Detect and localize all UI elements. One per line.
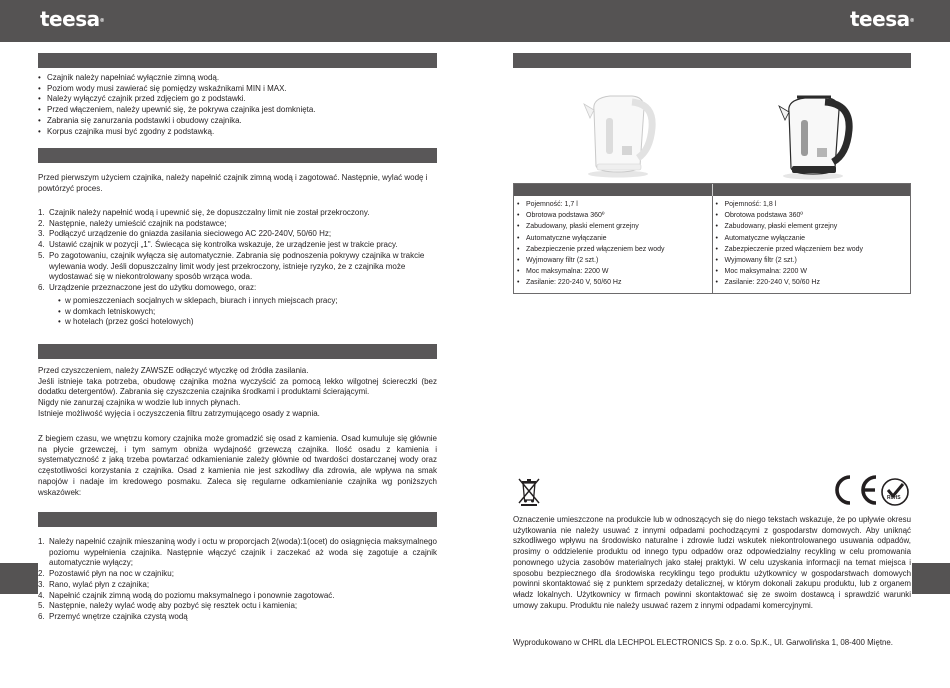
list-item: • Pojemność: 1,7 l — [517, 199, 709, 210]
list-item: • Czajnik należy napełniać wyłącznie zimną wodą. — [38, 73, 438, 84]
list-item: • Zabezpieczenie przed włączeniem bez wody — [716, 244, 908, 255]
list-item: • Obrotowa podstawa 360º — [517, 210, 709, 221]
list-item: • Zabezpieczenie przed włączeniem bez wody — [517, 244, 709, 255]
cleaning-paragraph-2: Z biegiem czasu, we wnętrzu komory czajnika może gromadzić się osad z kamienia. Osad kumuluje się głównie na płycie grzewczej, i tym samym obniża wydajność grzewczą czajnika. Ilość osadu z kamienia i systematyczność z jaką trzeba powtarzać odkamienianie zależy głównie od twardości dostarczanej wody oraz częstotliwości korzystania z czajnika. Osad z kamienia nie jest szkodliwy dla zdrowia, ale wpływa na smak napojów i nadaje im kredowego posmaku. Zaleca się regularne odkamienianie czajnika wg poniższych wskazówek: — [38, 434, 437, 497]
ce-mark-icon — [829, 474, 879, 506]
safety-list — [38, 73, 438, 137]
descaling-steps — [38, 537, 437, 623]
kettle-black-white-image — [775, 90, 855, 180]
list-item: 3. Podłączyć urządzenie do gniazda zasilania sieciowego AC 220-240V, 50/60 Hz; — [38, 229, 332, 239]
list-item: 4. Ustawić czajnik w pozycji „1". Świecąca się kontrolka wskazuje, że urządzenie jest w trakcie pracy. — [38, 240, 398, 250]
spec-column-1 — [514, 196, 713, 293]
list-item: 5. Po zagotowaniu, czajnik wyłącza się automatycznie. Zabrania się podnoszenia pokrywy czajnika w trakcie wylewania wody. Jeśli dopuszczalny limit wody jest przekroczony, istnieje ryzyko, że z czajnika może wydostawać się w niekontrolowany sposób wrząca woda. — [38, 250, 425, 282]
list-item: • w domkach letniskowych; — [58, 307, 438, 318]
top-header-bar — [0, 0, 950, 42]
page-tab-left — [0, 563, 38, 594]
list-item: • Automatyczne wyłączanie — [716, 233, 908, 244]
list-item: 3. Rano, wylać płyn z czajnika; — [38, 579, 150, 589]
list-item: • Należy wyłączyć czajnik przed zdjęciem go z podstawki. — [38, 94, 438, 105]
section-bar-specs — [513, 53, 911, 68]
list-item: • Poziom wody musi zawierać się pomiędzy wskaźnikami MIN i MAX. — [38, 84, 438, 95]
list-item: 6. Przemyć wnętrze czajnika czystą wodą — [38, 611, 188, 621]
spec-table — [513, 183, 911, 294]
list-item: • Automatyczne wyłączanie — [517, 233, 709, 244]
section-bar-cleaning — [38, 344, 437, 359]
list-item: • Zasilanie: 220-240 V, 50/60 Hz — [716, 277, 908, 288]
list-item: • Zabrania się zanurzania podstawki i obudowy czajnika. — [38, 116, 438, 127]
list-item: • Wyjmowany filtr (2 szt.) — [517, 255, 709, 266]
rohs-mark-icon: RoHS — [880, 478, 910, 506]
list-item: • Zabudowany, płaski element grzejny — [716, 221, 908, 232]
list-item: 1. Czajnik należy napełnić wodą i upewnić się, że dopuszczalny limit nie został przekroczony. — [38, 208, 370, 217]
list-item: 5. Następnie, należy wylać wodę aby pozbyć się resztek octu i kamienia; — [38, 601, 298, 611]
section-bar-safety — [38, 53, 437, 68]
list-item: • Zabudowany, płaski element grzejny — [517, 221, 709, 232]
spec-table-header — [514, 184, 910, 196]
brand-logo-right: teesa® — [850, 7, 915, 31]
list-item: • w pomieszczeniach socjalnych w sklepach, biurach i innych miejscach pracy; — [58, 296, 438, 307]
list-item: • Pojemność: 1,8 l — [716, 199, 908, 210]
list-item: 4. Napełnić czajnik zimną wodą do poziomu maksymalnego i ponownie zagotować. — [38, 590, 335, 600]
spec-column-2 — [713, 196, 911, 293]
brand-logo-left: teesa® — [40, 7, 105, 31]
list-item: • Korpus czajnika musi być zgodny z podstawką. — [38, 127, 438, 138]
section-bar-descaling — [38, 512, 437, 527]
list-item: 6. Urządzenie przeznaczone jest do użytku domowego, oraz: — [38, 282, 257, 292]
list-item: • Wyjmowany filtr (2 szt.) — [716, 255, 908, 266]
list-item: • Przed włączeniem, należy upewnić się, że pokrywa czajnika jest domknięta. — [38, 105, 438, 116]
manufacturer-info: Wyprodukowano w CHRL dla LECHPOL ELECTRONICS Sp. z o.o. Sp.K., Ul. Garwolińska 1, 08-400 Miętne. — [513, 638, 894, 647]
list-item: 2. Następnie, należy umieścić czajnik na podstawce; — [38, 218, 227, 228]
usage-intro: Przed pierwszym użyciem czajnika, należy napełnić czajnik zimną wodą i zagotować. Następnie, wylać wodę i powtórzyć proces. — [38, 173, 428, 193]
cleaning-paragraph-1: Przed czyszczeniem, należy ZAWSZE odłączyć wtyczkę od źródła zasilania. Jeśli istnieje taka potrzeba, obudowę czajnika można wyczyścić za pomocą lekko wilgotnej ściereczki (bez dodatku detergentów). Zabrania się czyszczenia czajnika środkami i produktami ścierającymi. Nigdy nie zanurzaj czajnika w wodzie lub innych płynach. Istnieje możliwość wyjęcia i oczyszczenia filtru zatrzymującego osady z wapnia. — [38, 366, 437, 418]
weee-notice: Oznaczenie umieszczone na produkcie lub w odnoszących się do niego tekstach wskazuje, że po upływie okresu użytkowania nie należy usuwać z innymi odpadami pochodzącymi z gospodarstw domowych. Aby uniknąć szkodliwego wpływu na środowisko naturalne i zdrowie ludzi wskutek niekontrolowanego usuwania odpadów, prosimy o oddzielenie produktu od innego typu odpadów oraz odpowiedzialny recykling w celu promowania ponownego użycia zasobów materialnych jako stałej praktyki. W celu uzyskania informacji na temat miejsca i sposobu bezpiecznego dla środowiska recyklingu tego produktu użytkownicy w gospodarstwach domowych powinni skontaktować się z punktem sprzedaży detalicznej, w którym dokonali zakupu produktu, lub z organem władz lokalnych. Użytkownicy w firmach powinni skontaktować się ze swoim dostawcą i sprawdzić warunki umowy zakupu. Produktu nie należy usuwać razem z innymi odpadami komercyjnymi. — [513, 515, 911, 610]
usage-sub-list — [58, 296, 438, 328]
section-bar-usage — [38, 148, 437, 163]
usage-steps — [38, 208, 438, 294]
list-item: 1. Należy napełnić czajnik mieszaniną wody i octu w proporcjach 2(woda):1(ocet) do osiągnięcia maksymalnego poziomu wypełnienia czajnika. Następnie włączyć czajnik i zaczekać aż woda się zagotuje a czajnik automatycznie wyłączy; — [38, 537, 437, 568]
crossed-bin-icon — [517, 476, 541, 506]
page-tab-right — [912, 563, 950, 594]
list-item: • Moc maksymalna: 2200 W — [716, 266, 908, 277]
list-item: • Zasilanie: 220-240 V, 50/60 Hz — [517, 277, 709, 288]
kettle-white-image — [580, 88, 658, 178]
list-item: • w hotelach (przez gości hotelowych) — [58, 317, 438, 328]
list-item: 2. Pozostawić płyn na noc w czajniku; — [38, 569, 174, 579]
list-item: • Moc maksymalna: 2200 W — [517, 266, 709, 277]
list-item: • Obrotowa podstawa 360º — [716, 210, 908, 221]
